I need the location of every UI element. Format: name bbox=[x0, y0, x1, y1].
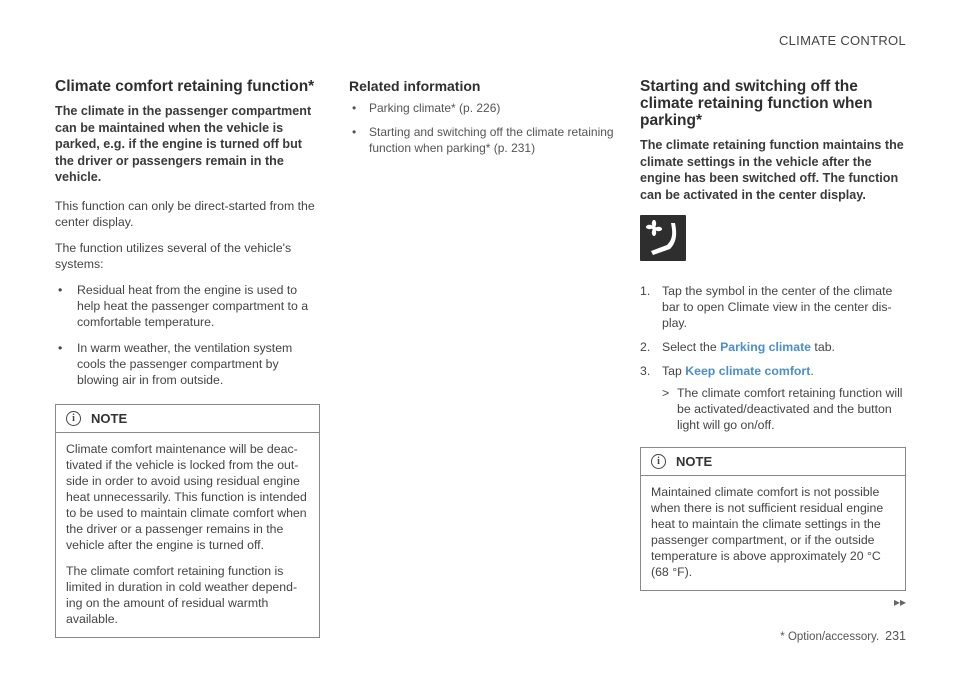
bullet-icon: • bbox=[58, 340, 63, 355]
step-item: 3. Tap Keep climate comfort. > The climate comfort retaining function will be activated/deactivated and the button light will go on/off. bbox=[640, 363, 906, 433]
note-label: NOTE bbox=[676, 454, 713, 469]
step-result: > The climate comfort retaining function will be activated/deactivated and the button light will go on/off. bbox=[662, 386, 903, 432]
lead-paragraph: The climate in the passenger compartment can be maintained when the vehicle is parked, e.g. if the engine is turned off but the driver or passengers remain in the vehicle. bbox=[55, 104, 312, 184]
related-links bbox=[349, 100, 614, 156]
step-item: 1. Tap the symbol in the center of the climate bar to open Climate view in the center dis-play. bbox=[640, 284, 893, 330]
bullet-icon: • bbox=[352, 101, 357, 115]
bullet-icon: • bbox=[352, 125, 357, 139]
note-body bbox=[641, 475, 905, 590]
lead-paragraph: The climate retaining function maintains the climate settings in the vehicle after the engine has been switched off. The function can be activated in the center display. bbox=[640, 138, 904, 202]
note-box bbox=[640, 447, 906, 591]
option-note: * Option/accessory. bbox=[780, 631, 880, 643]
note-text: Climate comfort maintenance will be deac-tivated if the vehicle is locked from the out-side in order to avoid using residual engine heat unnecessarily. This function is intended to be used to maintain climate comfort when the driver or a passenger remains in the vehicle after the engine is turned off. bbox=[66, 441, 307, 552]
list-item: • Residual heat from the engine is used to help heat the passenger compartment to a comfortable temperature. bbox=[58, 282, 309, 329]
bullet-icon: • bbox=[58, 282, 63, 297]
parking-climate-tab-label: Parking climate bbox=[720, 340, 812, 354]
note-text: The climate comfort retaining function is limited in duration in cold weather depend-ing on the amount of residual warmth available. bbox=[66, 563, 298, 626]
section-title: CLIMATE CONTROL bbox=[778, 33, 906, 48]
section-heading: Climate comfort retaining function* bbox=[55, 78, 315, 95]
list-item: • In warm weather, the ventilation system cools the passenger compartment by blowing air in from outside. bbox=[58, 340, 293, 387]
fan-seat-climate-icon bbox=[640, 215, 686, 261]
paragraph: The function utilizes several of the vehicle's systems: bbox=[55, 240, 292, 271]
step-list bbox=[640, 283, 906, 433]
note-box bbox=[55, 404, 320, 638]
section-heading: Starting and switching off the climate retaining function when parking* bbox=[640, 78, 873, 129]
keep-climate-comfort-label: Keep climate comfort bbox=[685, 364, 811, 378]
bullet-list bbox=[55, 282, 320, 388]
note-header bbox=[56, 405, 319, 432]
page-number: 231 bbox=[885, 629, 906, 643]
note-header bbox=[641, 448, 905, 475]
climate-comfort-section bbox=[55, 78, 320, 638]
next-page-icon[interactable]: ▸▸ bbox=[893, 595, 906, 609]
note-label: NOTE bbox=[91, 410, 128, 426]
paragraph: This function can only be direct-started from the center display. bbox=[55, 198, 315, 229]
related-heading: Related information bbox=[349, 78, 481, 94]
info-circle-icon: i bbox=[651, 454, 666, 469]
note-body bbox=[56, 432, 319, 637]
related-information-section bbox=[349, 78, 614, 166]
note-text: Maintained climate comfort is not possible when there is not sufficient residual engine heat to maintain the climate settings in the passenger compartment, or if the outside temperature is above approximately 20 °C (68 °F). bbox=[651, 485, 884, 579]
step-item: 2. Select the Parking climate tab. bbox=[640, 340, 835, 354]
related-link[interactable]: • Parking climate* (p. 226) bbox=[352, 101, 501, 115]
info-circle-icon: i bbox=[66, 411, 81, 426]
page-footer bbox=[780, 629, 906, 643]
start-stop-section bbox=[640, 78, 906, 591]
related-link[interactable]: • Starting and switching off the climate retaining function when parking* (p. 231) bbox=[352, 125, 614, 155]
